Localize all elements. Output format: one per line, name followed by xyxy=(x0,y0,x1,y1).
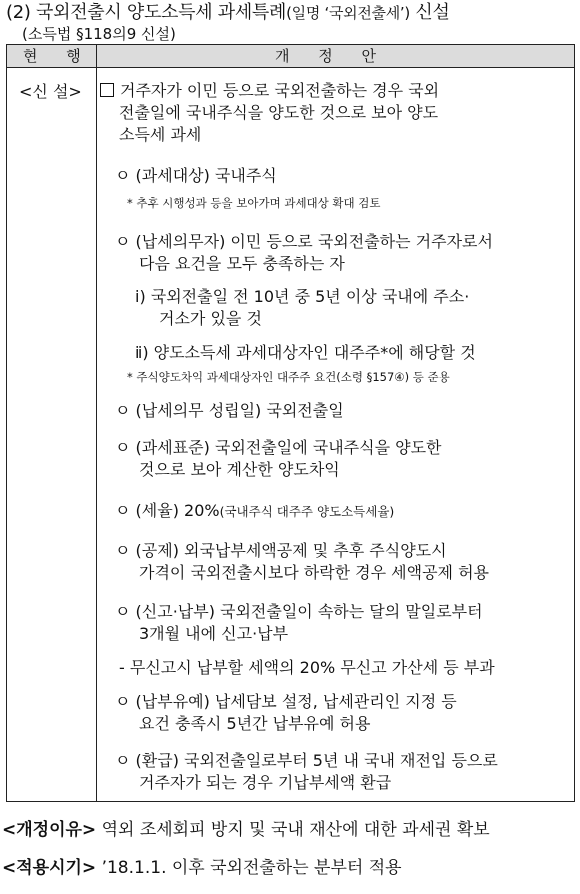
timing-row xyxy=(2,856,402,880)
section-subheading: (소득법 §118의9 신설) xyxy=(22,25,176,43)
column-divider xyxy=(96,45,97,801)
item-filing-1: ㅇ (신고·납부) 국외전출일이 속하는 달의 말일로부터 xyxy=(115,602,483,621)
item-liability-date: ㅇ (납세의무 성립일) 국외전출일 xyxy=(115,401,344,420)
item-tax-base-1: ㅇ (과세표준) 국외전출일에 국내주식을 양도한 xyxy=(115,438,442,457)
heading-paren: (일명 ‘국외전출세’) xyxy=(286,4,410,22)
item-tax-base-2: 것으로 보아 계산한 양도차익 xyxy=(139,460,340,479)
item-deferral-1: ㅇ (납부유예) 납세담보 설정, 납세관리인 지정 등 xyxy=(115,692,457,711)
note-major-shareholder: * 주식양도차익 과세대상자인 대주주 요건(소령 §157④) 등 준용 xyxy=(127,370,450,384)
reason-text: 역외 조세회피 방지 및 국내 재산에 대한 과세권 확보 xyxy=(96,820,490,840)
item-taxpayer-1: ㅇ (납세의무자) 이민 등으로 국외전출하는 거주자로서 xyxy=(115,232,493,251)
item-deferral-2: 요건 충족시 5년간 납부유예 허용 xyxy=(139,714,371,733)
reason-label: <개정이유> xyxy=(2,820,97,840)
item-refund-2: 거주자가 되는 경우 기납부세액 환급 xyxy=(139,773,392,792)
item-taxpayer-2: 다음 요건을 모두 충족하는 자 xyxy=(139,254,345,273)
item-deduction-1: ㅇ (공제) 외국납부세액공제 및 추후 주식양도시 xyxy=(115,541,447,560)
cond-i-1: ⅰ) 국외전출일 전 10년 중 5년 이상 국내에 주소· xyxy=(135,287,470,306)
cond-ii: ⅱ) 양도소득세 과세대상자인 대주주*에 해당할 것 xyxy=(135,343,476,362)
current-cell-label: <신 설> xyxy=(19,82,82,101)
note-expand-review: * 추후 시행성과 등을 보아가며 과세대상 확대 검토 xyxy=(127,196,381,210)
heading-tail: 신설 xyxy=(409,2,450,23)
heading-main: (2) 국외전출시 양도소득세 과세특례 xyxy=(6,2,287,23)
cond-i-2: 거소가 있을 것 xyxy=(159,309,262,328)
intro-line-1: 거주자가 이민 등으로 국외전출하는 경우 국외 xyxy=(100,80,439,102)
comparison-table xyxy=(6,44,575,802)
timing-label: <적용시기> xyxy=(2,858,97,878)
reason-row xyxy=(2,818,490,842)
timing-text: ’18.1.1. 이후 국외전출하는 분부터 적용 xyxy=(96,858,402,878)
intro-line-3: 소득세 과세 xyxy=(119,125,202,144)
header-revision: 개 정 안 xyxy=(275,47,389,65)
item-penalty: - 무신고시 납부할 세액의 20% 무신고 가산세 등 부과 xyxy=(119,658,495,677)
section-heading xyxy=(6,1,450,25)
item-tax-rate: ㅇ (세율) 20%(국내주식 대주주 양도소득세율) xyxy=(115,501,395,520)
item-filing-2: 3개월 내에 신고·납부 xyxy=(139,624,289,643)
item-refund-1: ㅇ (환급) 국외전출일로부터 5년 내 국내 재전입 등으로 xyxy=(115,751,498,770)
item-tax-target: ㅇ (과세대상) 국내주식 xyxy=(115,166,277,185)
intro-line-2: 전출일에 국내주식을 양도한 것으로 보아 양도 xyxy=(119,103,439,122)
checkbox-square-icon xyxy=(100,83,114,97)
item-deduction-2: 가격이 국외전출시보다 하락한 경우 세액공제 허용 xyxy=(139,563,490,582)
header-current: 현 행 xyxy=(23,47,93,65)
table-header xyxy=(7,45,574,68)
